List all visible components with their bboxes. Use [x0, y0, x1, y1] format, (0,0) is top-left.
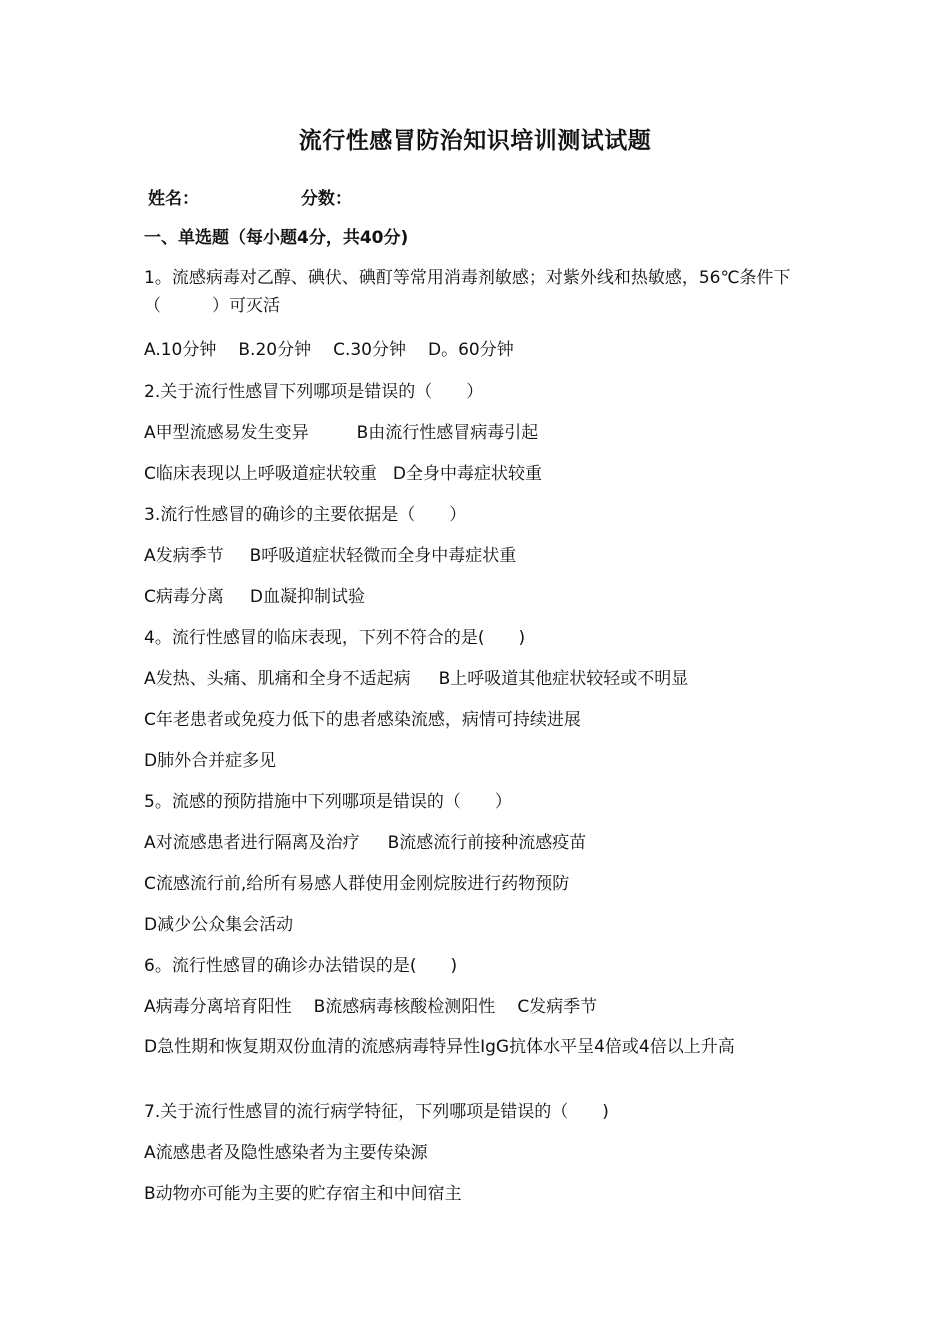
option: C.30分钟 [333, 340, 406, 360]
name-score-bar [148, 184, 352, 209]
question-stem-7: 7.关于流行性感冒的流行病学特征，下列哪项是错误的（ ) [144, 1102, 609, 1122]
option-line [144, 870, 814, 898]
option-line [144, 460, 814, 488]
option: D急性期和恢复期双份血清的流感病毒特异性IgG抗体水平呈4倍或4倍以上升高 [144, 1037, 735, 1057]
question-stem-6: 6。流行性感冒的确诊办法错误的是( ) [144, 956, 458, 976]
option-line [144, 706, 814, 734]
option: B流感流行前接种流感疫苗 [387, 833, 587, 853]
option-line [144, 747, 814, 775]
question-stem-1: 1。流感病毒对乙醇、碘伏、碘酊等常用消毒剂敏感；对紫外线和热敏感，56℃条件下（ ）可灭活 [144, 268, 791, 316]
page-title: 流行性感冒防治知识培训测试试题 [298, 128, 652, 154]
question-stem-4: 4。流行性感冒的临床表现，下列不符合的是( ) [144, 628, 526, 648]
question-stem-5: 5。流感的预防措施中下列哪项是错误的（ ） [144, 792, 512, 812]
option: D肺外合并症多见 [144, 751, 277, 771]
option: D全身中毒症状较重 [392, 464, 542, 484]
option: B上呼吸道其他症状较轻或不明显 [438, 669, 689, 689]
option: A.10分钟 [144, 340, 217, 360]
option: A病毒分离培育阳性 [144, 997, 292, 1017]
option-line [144, 1139, 814, 1167]
option: B呼吸道症状轻微而全身中毒症状重 [249, 546, 517, 566]
option: C临床表现以上呼吸道症状较重 [144, 464, 377, 484]
option: B动物亦可能为主要的贮存宿主和中间宿主 [144, 1184, 462, 1204]
option: B.20分钟 [238, 340, 312, 360]
option-line [144, 829, 814, 857]
option: C发病季节 [517, 997, 598, 1017]
option: A甲型流感易发生变异 [144, 423, 309, 443]
question-stem-3: 3.流行性感冒的确诊的主要依据是（ ） [144, 505, 467, 525]
option-line [144, 1033, 814, 1061]
option-line [144, 583, 814, 611]
option-line [144, 419, 814, 447]
option: B流感病毒核酸检测阳性 [313, 997, 496, 1017]
option: C年老患者或免疫力低下的患者感染流感，病情可持续进展 [144, 710, 581, 730]
name-label: 姓名： [148, 189, 199, 209]
option-line [144, 542, 814, 570]
option: C病毒分离 [144, 587, 224, 607]
score-label: 分数： [300, 189, 352, 209]
option: A对流感患者进行隔离及治疗 [144, 833, 360, 853]
option: D。60分钟 [427, 340, 514, 360]
option: A发病季节 [144, 546, 224, 566]
option: D减少公众集会活动 [144, 915, 294, 935]
option-line [144, 665, 814, 693]
option-line [144, 1180, 814, 1208]
option-line [144, 993, 814, 1021]
option: B由流行性感冒病毒引起 [356, 423, 539, 443]
option: A流感患者及隐性感染者为主要传染源 [144, 1143, 428, 1163]
section-title: 一、单选题（每小题4分，共40分) [144, 228, 409, 248]
option-line [144, 336, 814, 364]
option: A发热、头痛、肌痛和全身不适起病 [144, 669, 411, 689]
question-stem-2: 2.关于流行性感冒下列哪项是错误的（ ） [144, 382, 484, 402]
option-line [144, 911, 814, 939]
option: C流感流行前,给所有易感人群使用金刚烷胺进行药物预防 [144, 874, 570, 894]
option: D血凝抑制试验 [249, 587, 365, 607]
